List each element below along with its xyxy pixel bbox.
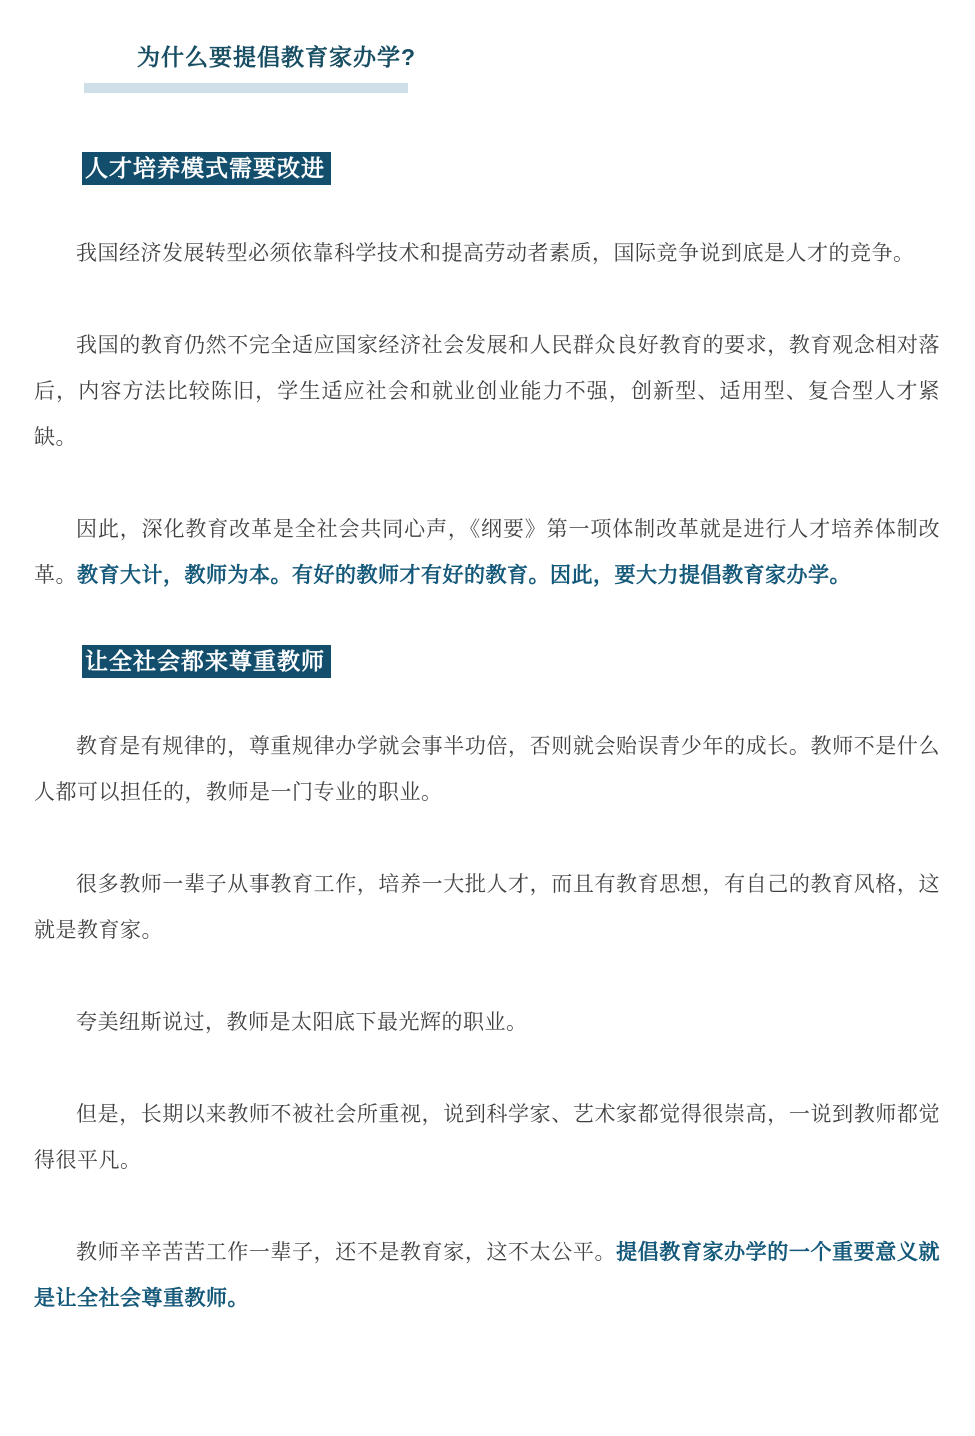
text-run: 教育是有规律的，尊重规律办学就会事半功倍，否则就会贻误青少年的成长。教师不是什么人都可以担任的，教师是一门专业的职业。 (34, 735, 940, 804)
paragraph (34, 724, 940, 816)
paragraph (34, 1092, 940, 1184)
paragraph (34, 231, 940, 277)
text-run: 夸美纽斯说过，教师是太阳底下最光辉的职业。 (76, 1011, 528, 1034)
page-title: 为什么要提倡教育家办学? (137, 44, 417, 70)
text-run: 我国的教育仍然不完全适应国家经济社会发展和人民群众良好教育的要求，教育观念相对落后，内容方法比较陈旧，学生适应社会和就业创业能力不强，创新型、适用型、复合型人才紧缺。 (34, 334, 940, 449)
paragraph (34, 507, 940, 599)
paragraph (34, 862, 940, 954)
text-run: 因此，深化教育改革是全社会共同心声，《纲要》第一项体制改革就是进行人才培养体制改革。 (34, 518, 940, 587)
section-respect-teachers (34, 599, 940, 1322)
text-run: 但是，长期以来教师不被社会所重视，说到科学家、艺术家都觉得很崇高，一说到教师都觉得很平凡。 (34, 1103, 940, 1172)
text-run: 我国经济发展转型必须依靠科学技术和提高劳动者素质，国际竞争说到底是人才的竞争。 (76, 242, 915, 265)
section-heading-talent-model: 人才培养模式需要改进 (82, 152, 331, 185)
emphasis-text-run: 提倡教育家办学的一个重要意义就是让全社会尊重教师。 (34, 1241, 940, 1310)
text-run: 教师辛辛苦苦工作一辈子，还不是教育家，这不太公平。 (76, 1241, 617, 1264)
emphasis-text-run: 教育大计，教师为本。有好的教师才有好的教育。因此，要大力提倡教育家办学。 (77, 564, 851, 587)
paragraph (34, 1000, 940, 1046)
paragraph (34, 323, 940, 461)
section-heading-respect-teachers: 让全社会都来尊重教师 (82, 645, 331, 678)
title-underline-bar (84, 83, 408, 93)
section-talent-model (34, 93, 940, 599)
text-run: 很多教师一辈子从事教育工作，培养一大批人才，而且有教育思想，有自己的教育风格，这就是教育家。 (34, 873, 940, 942)
paragraph (34, 1230, 940, 1322)
